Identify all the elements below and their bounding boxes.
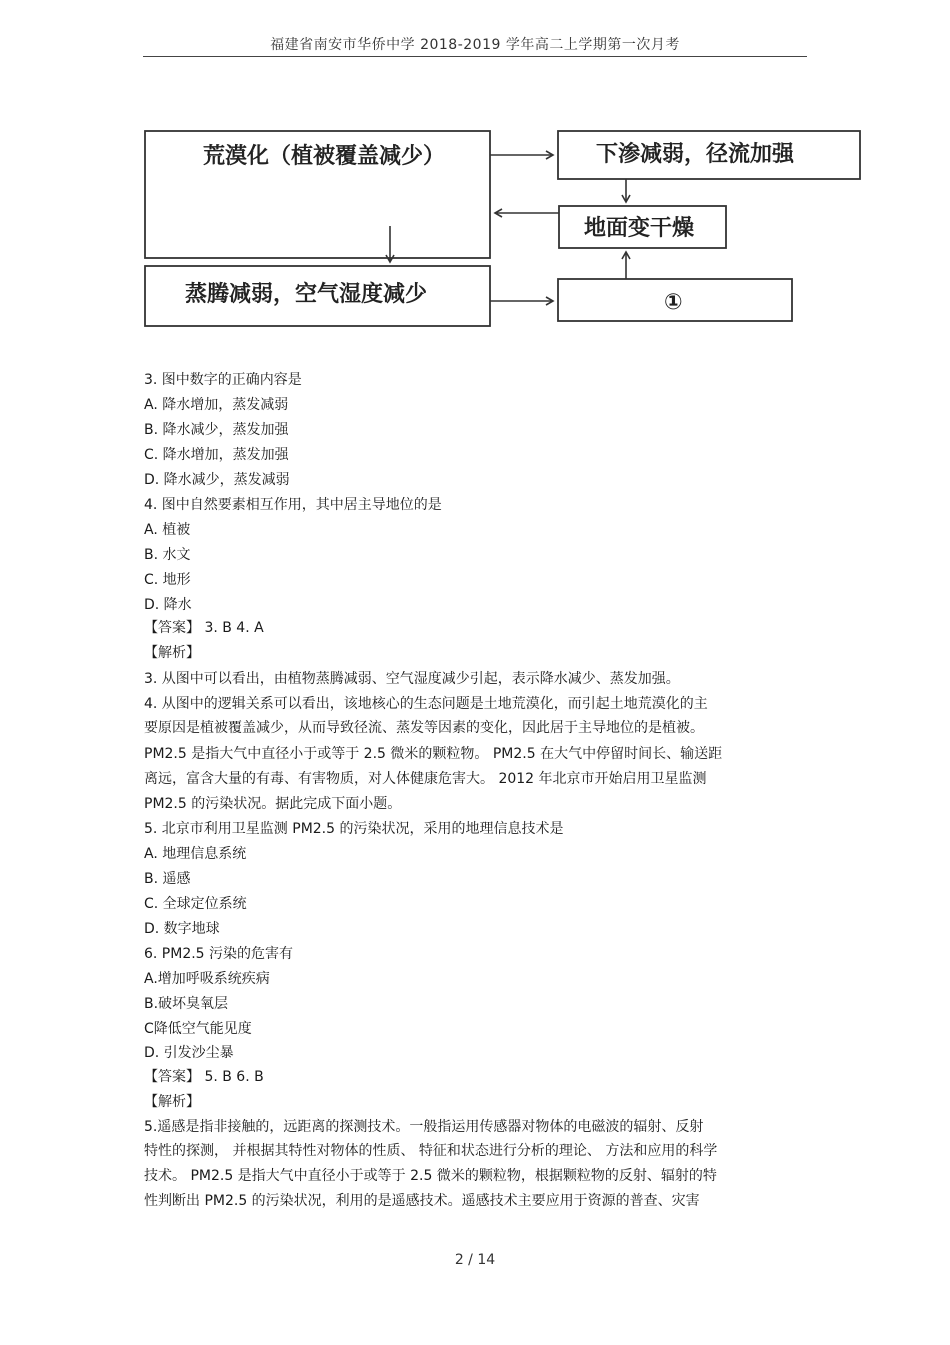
text-line: B. 水文 bbox=[144, 547, 191, 563]
text-line: A. 降水增加，蒸发减弱 bbox=[144, 397, 289, 413]
text-line: 6. PM2.5 污染的危害有 bbox=[144, 946, 294, 962]
text-line: 要原因是植被覆盖减少，从而导致径流、蒸发等因素的变化，因此居于主导地位的是植被。 bbox=[144, 720, 704, 736]
text-line: 离远，富含大量的有毒、有害物质，对人体健康危害大。 2012 年北京市开始启用卫星监测 bbox=[144, 771, 707, 787]
text-line: D. 降水减少，蒸发减弱 bbox=[144, 472, 290, 488]
label-circle-one: ① bbox=[664, 290, 683, 315]
label-infiltration: 下渗减弱，径流加强 bbox=[596, 142, 795, 167]
text-line: 3. 从图中可以看出，由植物蒸腾减弱、空气湿度减少引起，表示降水减少、蒸发加强。 bbox=[144, 671, 680, 687]
text-line: C. 降水增加，蒸发加强 bbox=[144, 447, 289, 463]
text-line: 4. 从图中的逻辑关系可以看出，该地核心的生态问题是土地荒漠化，而引起土地荒漠化的主 bbox=[144, 696, 708, 712]
text-line: C. 地形 bbox=[144, 572, 191, 588]
text-line: A. 植被 bbox=[144, 522, 191, 538]
analysis-heading: 【解析】 bbox=[144, 645, 200, 661]
page-number: 2 / 14 bbox=[454, 1252, 496, 1268]
text-line: 特性的探测， 并根据其特性对物体的性质、 特征和状态进行分析的理论、 方法和应用的科学 bbox=[144, 1143, 718, 1159]
text-line: PM2.5 的污染状况。据此完成下面小题。 bbox=[144, 796, 402, 812]
answer-line: 【答案】 5. B 6. B bbox=[144, 1069, 264, 1085]
text-line: 3. 图中数字的正确内容是 bbox=[144, 372, 302, 388]
text-line: A. 地理信息系统 bbox=[144, 846, 247, 862]
text-line: D. 数字地球 bbox=[144, 921, 220, 937]
text-line: B. 遥感 bbox=[144, 871, 191, 887]
analysis-heading: 【解析】 bbox=[144, 1094, 200, 1110]
text-line: 5.遥感是指非接触的，远距离的探测技术。一般指运用传感器对物体的电磁波的辐射、反射 bbox=[144, 1119, 704, 1135]
label-desertification: 荒漠化（植被覆盖减少） bbox=[203, 144, 446, 169]
text-line: D. 降水 bbox=[144, 597, 192, 613]
text-line: 技术。 PM2.5 是指大气中直径小于或等于 2.5 微米的颗粒物，根据颗粒物的反射、辐射的特 bbox=[144, 1168, 717, 1184]
text-line: 4. 图中自然要素相互作用，其中居主导地位的是 bbox=[144, 497, 442, 513]
text-line: B. 降水减少，蒸发加强 bbox=[144, 422, 289, 438]
text-line: 性判断出 PM2.5 的污染状况，利用的是遥感技术。遥感技术主要应用于资源的普查、灾害 bbox=[144, 1193, 700, 1209]
text-line: B.破坏臭氧层 bbox=[144, 996, 229, 1012]
answer-line: 【答案】 3. B 4. A bbox=[144, 620, 264, 636]
text-line: C降低空气能见度 bbox=[144, 1021, 252, 1037]
label-ground-dry: 地面变干燥 bbox=[584, 216, 695, 241]
page-header: 福建省南安市华侨中学 2018-2019 学年高二上学期第一次月考 bbox=[270, 37, 680, 53]
flow-diagram bbox=[0, 0, 950, 340]
text-line: PM2.5 是指大气中直径小于或等于 2.5 微米的颗粒物。 PM2.5 在大气中停留时间长、输送距 bbox=[144, 746, 723, 762]
text-line: 5. 北京市利用卫星监测 PM2.5 的污染状况，采用的地理信息技术是 bbox=[144, 821, 564, 837]
text-line: C. 全球定位系统 bbox=[144, 896, 247, 912]
text-line: A.增加呼吸系统疾病 bbox=[144, 971, 270, 987]
label-evaporation: 蒸腾减弱，空气湿度减少 bbox=[185, 282, 428, 307]
text-line: D. 引发沙尘暴 bbox=[144, 1045, 234, 1061]
